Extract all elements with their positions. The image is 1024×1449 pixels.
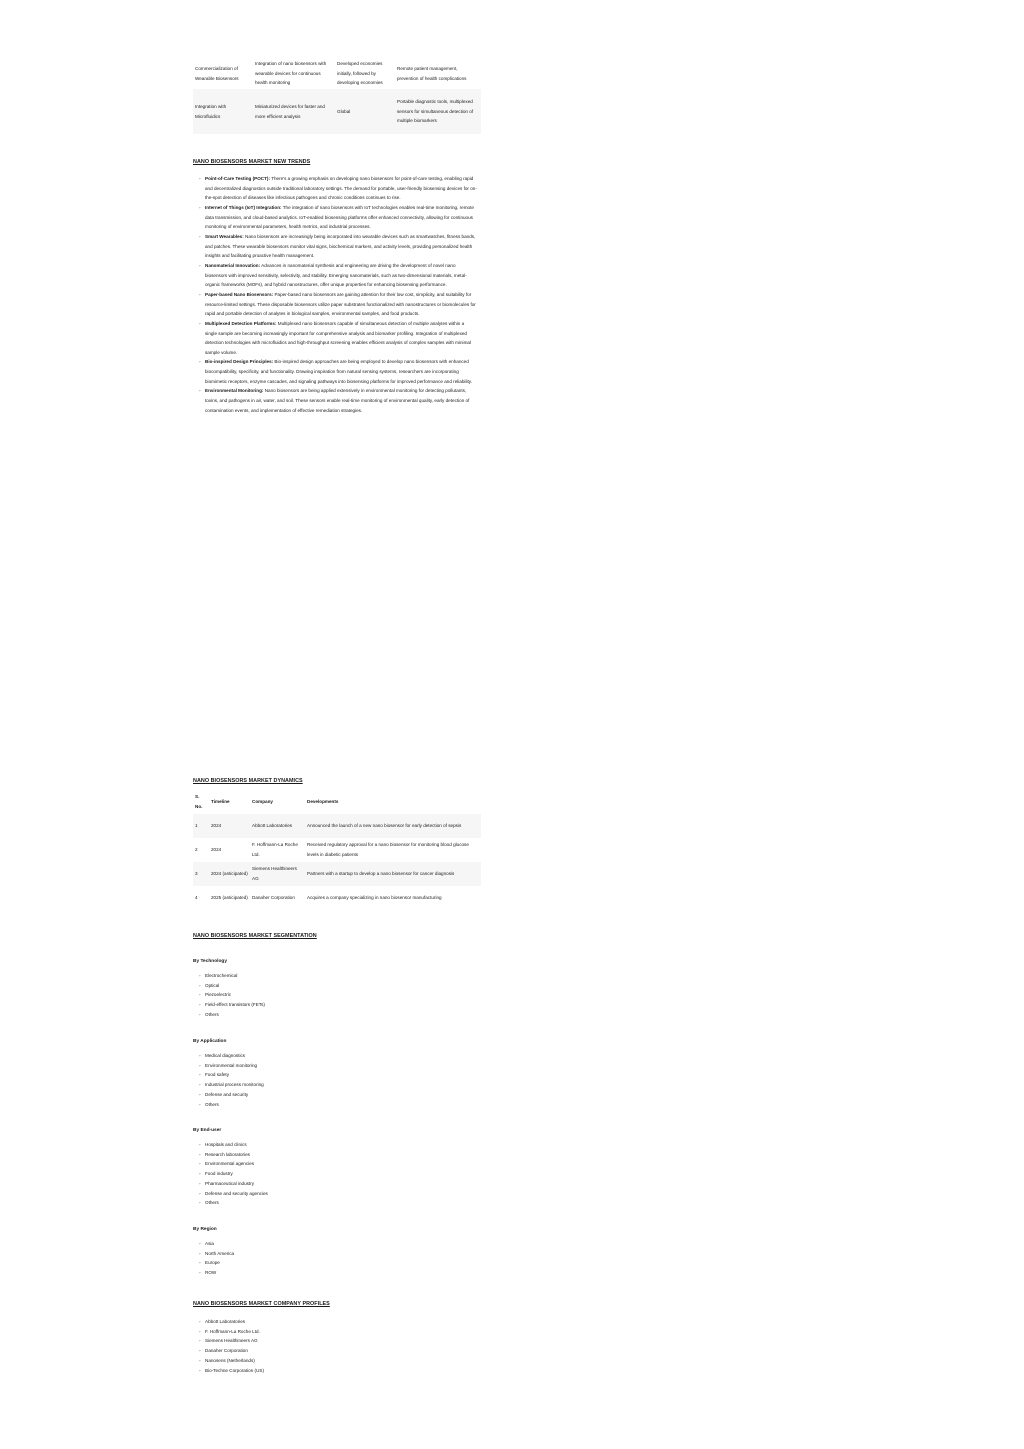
list-item: ◦ ROW [193, 1268, 481, 1278]
table-cell: 2 [195, 847, 198, 853]
list-item: ◦ Internet of Things (IoT) Integration: The integration of nano biosensors with IoT technologies enables real-time monitoring, remote data transmission, and cloud-based analytics. IoT-enabled biosensing platforms offer enhanced connectivity, allowing for continuous monitoring of environmental parameters, health metrics, and industrial processes. [193, 203, 481, 232]
list-item: ◦ Defense and security [193, 1090, 481, 1100]
trends-list [193, 174, 481, 415]
table-cell: 2024 (anticipated) [209, 862, 250, 886]
table-cell: Miniaturized devices for faster and more efficient analysis [253, 89, 335, 134]
segment-title-application: By Application [193, 1039, 227, 1044]
table-cell: Acquires a company specializing in nano biosensor manufacturing [307, 895, 442, 901]
table-cell: 2025 (anticipated) [211, 895, 248, 901]
list-item: ◦ Defense and security agencies [193, 1189, 481, 1199]
list-item: ◦ Europe [193, 1258, 481, 1268]
table-cell: 2024 [211, 847, 222, 853]
list-item: ◦ Environmental monitoring [193, 1061, 481, 1071]
table-cell: Portable diagnostic tools, multiplexed sensors for simultaneous detection of multiple biomarkers [395, 89, 481, 134]
list-item: ◦ Others [193, 1100, 481, 1110]
segment-title-end-user: By End-user [193, 1128, 222, 1133]
list-item: ◦ Bio-inspired Design Principles: Bio-inspired design approaches are being employed to develop nano biosensors with enhanced biocompatibility, specificity, and functionality. Drawing inspiration from natural sensing systems, researchers are incorporating biomimetic receptors, enzyme cascades, and signaling pathways into biosensing platforms for improved performance and reliability. [193, 357, 481, 386]
list-item: ◦ Smart Wearables: Nano biosensors are increasingly being incorporated into wearable devices such as smartwatches, fitness bands, and patches. These wearable biosensors monitor vital signs, biochemical markers, and activity levels, providing personalized health insights and facilitating proactive health management. [193, 232, 481, 261]
table-cell: Announced the launch of a new nano biosensor for early detection of sepsis [305, 814, 481, 838]
table-header-cell: Company [252, 798, 273, 804]
table-cell: 2024 [209, 814, 250, 838]
table-header-cell: Developments [307, 798, 339, 804]
dynamics-table-container [193, 789, 481, 910]
list-item: ◦ Multiplexed Detection Platforms: Multiplexed nano biosensors capable of simultaneous detection of multiple analytes within a single sample are becoming increasingly important for comprehensive analysis and biomarker profiling. Integration of multiplexed detection technologies with microfluidics and high-throughput screening enables efficient analysis of complex samples with minimal sample volume. [193, 319, 481, 358]
profiles-heading: NANO BIOSENSORS MARKET COMPANY PROFILES [193, 1301, 330, 1307]
list-item: ◦ Point-of-Care Testing (POCT): There's a growing emphasis on developing nano biosensors for point-of-care testing, enabling rapid and decentralized diagnostics outside traditional laboratory settings. The demand for portable, user-friendly biosensing devices for on-the-spot detection of diseases like infectious pathogens and chronic conditions continues to rise. [193, 174, 481, 203]
list-item: ◦ Siemens Healthineers AG [193, 1336, 481, 1346]
list-item: ◦ Others [193, 1198, 481, 1208]
list-item: ◦ Piezoelectric [193, 990, 481, 1000]
table-row [193, 886, 481, 910]
list-item: ◦ Danaher Corporation [193, 1346, 481, 1356]
list-item: ◦ Optical [193, 981, 481, 991]
trends-heading: NANO BIOSENSORS MARKET NEW TRENDS [193, 159, 311, 165]
table-cell: Received regulatory approval for a nano biosensor for monitoring blood glucose levels in diabetic patients [307, 842, 469, 857]
table-cell: 3 [193, 862, 209, 886]
table-cell: F. Hoffmann-La Roche Ltd. [252, 842, 298, 857]
table-cell: Commercialization of Wearable Biosensors [195, 65, 239, 81]
list-item: ◦ Industrial process monitoring [193, 1080, 481, 1090]
list-item: ◦ Environmental agencies [193, 1159, 481, 1169]
segment-list-application [193, 1051, 481, 1109]
table-cell: Partners with a startup to develop a nano biosensor for cancer diagnosis [305, 862, 481, 886]
list-item: ◦ Food industry [193, 1169, 481, 1179]
table-cell: Global [335, 89, 395, 134]
table-cell: Remote patient management, prevention of health complications [397, 65, 467, 81]
table-row [193, 838, 481, 862]
table-row [193, 89, 481, 134]
dynamics-heading: NANO BIOSENSORS MARKET DYNAMICS [193, 778, 303, 784]
list-item: ◦ Others [193, 1010, 481, 1020]
table-header-cell: S. No. [195, 793, 203, 809]
list-item: ◦ Paper-based Nano Biosensors: Paper-based nano biosensors are gaining attention for their low cost, simplicity, and suitability for resource-limited settings. These disposable biosensors utilize paper substrates functionalized with nanostructures or biomolecules for rapid and portable detection of analytes in biological samples, environmental samples, and food products. [193, 290, 481, 319]
table-header-row [193, 789, 481, 814]
segment-list-technology [193, 971, 481, 1020]
table-cell: Siemens Healthineers AG [250, 862, 305, 886]
table-row [193, 58, 481, 89]
table-cell: Abbott Laboratories [250, 814, 305, 838]
table-cell: Integration of nano biosensors with wearable devices for continuous health monitoring [255, 61, 327, 86]
list-item: ◦ Electrochemical [193, 971, 481, 981]
segment-list-region [193, 1239, 481, 1278]
list-item: ◦ Environmental Monitoring: Nano biosensors are being applied extensively in environmental monitoring for detecting pollutants, toxins, and pathogens in air, water, and soil. These sensors enable real-time monitoring of environmental quality, early detection of contamination events, and implementation of effective remediation strategies. [193, 386, 481, 415]
segment-title-technology: By Technology [193, 959, 228, 964]
list-item: ◦ Abbott Laboratories [193, 1317, 481, 1327]
table-cell: Developed economies initially, followed by developing economies [337, 61, 383, 86]
list-item: ◦ Research laboratories [193, 1150, 481, 1160]
list-item: ◦ F. Hoffmann-La Roche Ltd. [193, 1327, 481, 1337]
list-item: ◦ Hospitals and clinics [193, 1140, 481, 1150]
list-item: ◦ Bio-Techne Corporation (US) [193, 1366, 481, 1376]
table-header-cell: Timeline [211, 798, 230, 804]
segment-list-end-user [193, 1140, 481, 1208]
table-cell: 4 [195, 895, 198, 901]
list-item: ◦ Field-effect transistors (FETs) [193, 1000, 481, 1010]
list-item: ◦ Medical diagnostics [193, 1051, 481, 1061]
segmentation-heading: NANO BIOSENSORS MARKET SEGMENTATION [193, 933, 317, 939]
table-cell: Integration with Microfluidics [193, 89, 253, 134]
table-row [193, 862, 481, 886]
list-item: ◦ Nanosens (Netherlands) [193, 1356, 481, 1366]
dynamics-table [193, 789, 481, 910]
list-item: ◦ Food safety [193, 1070, 481, 1080]
table-row [193, 814, 481, 838]
profiles-list [193, 1317, 481, 1375]
top-table [193, 58, 481, 134]
segment-title-region: By Region [193, 1227, 217, 1232]
top-table-container [193, 58, 481, 134]
list-item: ◦ Asia [193, 1239, 481, 1249]
table-cell: 1 [193, 814, 209, 838]
list-item: ◦ Nanomaterial Innovation: Advances in nanomaterial synthesis and engineering are driving the development of novel nano biosensors with improved sensitivity, selectivity, and stability. Emerging nanomaterials, such as two-dimensional materials, metal-organic frameworks (MOFs), and hybrid nanostructures, offer unique properties for enhancing biosensing performance. [193, 261, 481, 290]
table-cell: Danaher Corporation [252, 895, 295, 901]
list-item: ◦ Pharmaceutical industry [193, 1179, 481, 1189]
list-item: ◦ North America [193, 1249, 481, 1259]
